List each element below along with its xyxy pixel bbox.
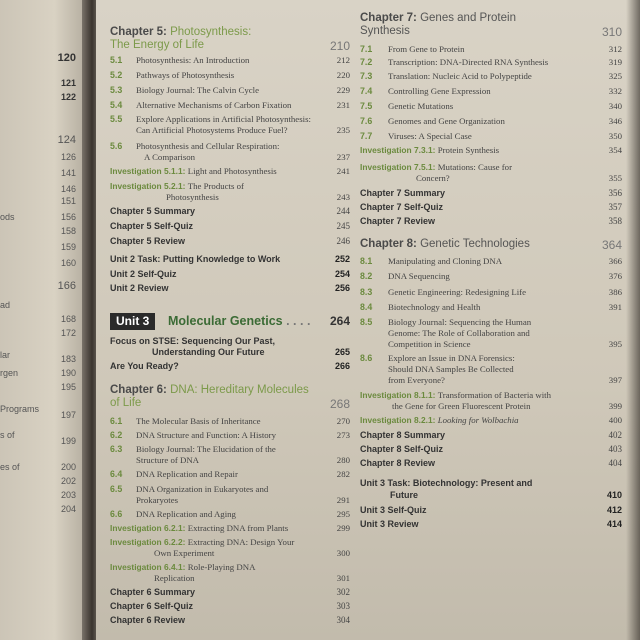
entry-label: Chapter 5 Review xyxy=(110,236,186,246)
left-page-strip xyxy=(0,0,82,640)
section-page: 350 xyxy=(608,131,622,141)
left-page-number: 204 xyxy=(60,504,76,514)
section-title-cont: from Everyone? xyxy=(388,375,445,385)
entry-page: 414 xyxy=(606,519,622,529)
left-page-number: 199 xyxy=(60,436,76,446)
investigation-page: 399 xyxy=(608,401,622,411)
section-number: 8.2 xyxy=(360,271,373,281)
investigation-page: 301 xyxy=(336,573,350,583)
section-number: 5.2 xyxy=(110,70,123,80)
section-number: 8.1 xyxy=(360,256,373,266)
unit-task-link[interactable] xyxy=(360,478,622,488)
investigation-label: Investigation 5.2.1: xyxy=(110,181,186,191)
unit-review-link[interactable] xyxy=(360,519,622,529)
section-title-cont: Should DNA Samples Be Collected xyxy=(388,364,514,374)
section-page: 295 xyxy=(336,509,350,519)
section-title: DNA Replication and Aging xyxy=(136,509,236,519)
chapter-title: Genes and Protein xyxy=(420,12,516,24)
section-page: 319 xyxy=(608,57,622,67)
section-title: The Molecular Basis of Inheritance xyxy=(136,416,261,426)
left-page-number: 121 xyxy=(60,78,76,88)
section-title: Genomes and Gene Organization xyxy=(388,116,505,126)
chapter-7-heading xyxy=(360,12,622,24)
toc-page xyxy=(96,0,640,640)
entry-page: 256 xyxy=(334,283,350,293)
investigation-title-cont: Own Experiment xyxy=(154,548,215,558)
left-page-text: ad xyxy=(0,300,11,310)
section-page: 391 xyxy=(608,302,622,312)
investigation-title: Extracting DNA from Plants xyxy=(187,523,289,533)
section-title-cont: Competition in Science xyxy=(388,339,471,349)
entry-page: 303 xyxy=(336,601,350,611)
unit-title-text: Molecular Genetics xyxy=(168,314,283,328)
chapter-page: 210 xyxy=(329,39,350,53)
unit-review-link[interactable] xyxy=(110,283,350,293)
section-title: Manipulating and Cloning DNA xyxy=(388,256,503,266)
section-title-cont: Prokaryotes xyxy=(136,495,179,505)
section-page: 229 xyxy=(336,85,350,95)
section-title: Biotechnology and Health xyxy=(388,302,481,312)
investigation-label: Investigation 7.3.1: xyxy=(360,145,436,155)
section-title: Alternative Mechanisms of Carbon Fixation xyxy=(136,100,292,110)
left-page-number: 200 xyxy=(60,462,76,472)
section-number: 6.6 xyxy=(110,509,123,519)
investigation-title-cont: Replication xyxy=(154,573,195,583)
section-title: Translation: Nucleic Acid to Polypeptide xyxy=(388,71,532,81)
chapter-7-heading-line2 xyxy=(360,25,622,37)
section-page: 282 xyxy=(336,469,350,479)
investigation-page: 354 xyxy=(608,145,622,155)
entry-page: 403 xyxy=(608,444,622,454)
entry-label: Unit 3 Review xyxy=(360,519,419,529)
chapter-review-link[interactable] xyxy=(360,458,622,468)
investigation-title: The Products of xyxy=(187,181,244,191)
section-number: 8.3 xyxy=(360,287,373,297)
section-title-cont: A Comparison xyxy=(144,152,196,162)
section-page: 386 xyxy=(608,287,622,297)
entry-page: 252 xyxy=(334,254,350,264)
section-number: 6.5 xyxy=(110,484,123,494)
investigation-row[interactable] xyxy=(110,181,350,191)
entry-label: Chapter 6 Review xyxy=(110,615,186,625)
chapter-label: Chapter 6: xyxy=(110,384,167,396)
entry-label: Chapter 6 Summary xyxy=(110,587,196,597)
section-title: Genetic Engineering: Redesigning Life xyxy=(388,287,527,297)
section-number: 6.3 xyxy=(110,444,123,454)
investigation-title-cont: Concern? xyxy=(416,173,450,183)
section-page: 291 xyxy=(336,495,350,505)
investigation-page: 243 xyxy=(336,192,350,202)
investigation-label: Investigation 7.5.1: xyxy=(360,162,436,172)
investigation-row[interactable] xyxy=(110,523,350,533)
entry-page: 246 xyxy=(336,236,350,246)
chapter-label: Chapter 5: xyxy=(110,26,167,38)
unit-self-quiz-link[interactable] xyxy=(360,505,622,515)
chapter-page: 310 xyxy=(601,25,622,39)
investigation-page: 241 xyxy=(336,166,350,176)
chapter-8-heading xyxy=(360,238,622,250)
left-page-number: 183 xyxy=(60,354,76,364)
investigation-page: 355 xyxy=(608,173,622,183)
investigation-row[interactable] xyxy=(360,390,622,400)
left-page-number: 203 xyxy=(60,490,76,500)
entry-page: 357 xyxy=(608,202,622,212)
investigation-row[interactable] xyxy=(110,166,350,176)
section-title: DNA Organization in Eukaryotes and xyxy=(136,484,269,494)
section-page: 280 xyxy=(336,455,350,465)
left-page-number: 197 xyxy=(60,410,76,420)
unit-task-link[interactable] xyxy=(110,254,350,264)
section-title: Photosynthesis: An Introduction xyxy=(136,55,250,65)
left-page-number: 202 xyxy=(60,476,76,486)
focus-stse-link[interactable] xyxy=(110,336,350,346)
section-title: Pathways of Photosynthesis xyxy=(136,70,235,80)
investigation-row[interactable] xyxy=(110,562,350,572)
section-title: Explore Applications in Artificial Photosynthesis: xyxy=(136,114,311,124)
section-number: 5.5 xyxy=(110,114,123,124)
investigation-label: Investigation 8.2.1: xyxy=(360,415,436,425)
investigation-label: Investigation 6.2.2: xyxy=(110,537,186,547)
entry-label-cont: Future xyxy=(390,490,418,500)
section-page: 366 xyxy=(608,256,622,266)
entry-page: 404 xyxy=(608,458,622,468)
section-title: DNA Structure and Function: A History xyxy=(136,430,277,440)
entry-page: 410 xyxy=(606,490,622,500)
chapter-title: Photosynthesis: xyxy=(170,26,252,38)
chapter-self-quiz-link[interactable] xyxy=(360,444,622,454)
entry-label: Chapter 7 Review xyxy=(360,216,436,226)
entry-label: Chapter 8 Review xyxy=(360,458,436,468)
chapter-summary-link[interactable] xyxy=(110,206,350,216)
chapter-6-heading xyxy=(110,384,350,396)
entry-label: Chapter 5 Summary xyxy=(110,206,196,216)
section-page: 270 xyxy=(336,416,350,426)
left-page-number: 146 xyxy=(60,184,76,194)
left-page-number: 141 xyxy=(60,168,76,178)
investigation-label: Investigation 5.1.1: xyxy=(110,166,186,176)
entry-label: Chapter 7 Self-Quiz xyxy=(360,202,444,212)
investigation-title-cont: the Gene for Green Fluorescent Protein xyxy=(392,401,531,411)
chapter-title-cont: The Energy of Life xyxy=(110,39,204,51)
section-number: 8.5 xyxy=(360,317,373,327)
investigation-page: 400 xyxy=(608,415,622,425)
left-page-number: 159 xyxy=(60,242,76,252)
investigation-row[interactable] xyxy=(110,537,350,547)
section-number: 7.3 xyxy=(360,71,373,81)
section-title: Controlling Gene Expression xyxy=(388,86,491,96)
left-page-text: ods xyxy=(0,212,15,222)
entry-page: 356 xyxy=(608,188,622,198)
investigation-page: 300 xyxy=(336,548,350,558)
section-page: 235 xyxy=(336,125,350,135)
chapter-5-heading xyxy=(110,26,350,38)
section-number: 5.6 xyxy=(110,141,123,151)
entry-page: 265 xyxy=(334,347,350,357)
entry-page: 302 xyxy=(336,587,350,597)
chapter-title-cont: Synthesis xyxy=(360,25,410,37)
unit-page: 264 xyxy=(329,314,350,328)
section-number: 6.2 xyxy=(110,430,123,440)
entry-label: Chapter 6 Self-Quiz xyxy=(110,601,194,611)
chapter-summary-link[interactable] xyxy=(360,430,622,440)
section-title: Transcription: DNA-Directed RNA Synthesis xyxy=(388,57,549,67)
left-page-text: s of xyxy=(0,430,15,440)
left-page-number: 195 xyxy=(60,382,76,392)
investigation-label: Investigation 6.4.1: xyxy=(110,562,186,572)
chapter-label: Chapter 7: xyxy=(360,12,417,24)
entry-label: Chapter 8 Self-Quiz xyxy=(360,444,444,454)
section-number: 8.4 xyxy=(360,302,373,312)
left-page-number: 122 xyxy=(60,92,76,102)
entry-page: 412 xyxy=(606,505,622,515)
chapter-review-link[interactable] xyxy=(110,615,350,625)
left-page-text: Programs xyxy=(0,404,40,414)
chapter-6-heading-line2 xyxy=(110,397,350,409)
section-title: Viruses: A Special Case xyxy=(388,131,472,141)
chapter-review-link[interactable] xyxy=(360,216,622,226)
chapter-title-cont: of Life xyxy=(110,397,142,409)
entry-label: Unit 2 Review xyxy=(110,283,169,293)
chapter-self-quiz-link[interactable] xyxy=(110,601,350,611)
section-page: 332 xyxy=(608,86,622,96)
entry-label: Chapter 5 Self-Quiz xyxy=(110,221,194,231)
section-page: 273 xyxy=(336,430,350,440)
entry-label: Unit 3 Self-Quiz xyxy=(360,505,427,515)
left-page-text: es of xyxy=(0,462,20,472)
section-title-cont: Genome: The Role of Collaboration and xyxy=(388,328,530,338)
investigation-title: Extracting DNA: Design Your xyxy=(187,537,295,547)
section-number: 7.5 xyxy=(360,101,373,111)
section-page: 395 xyxy=(608,339,622,349)
section-page: 212 xyxy=(336,55,350,65)
section-number: 5.1 xyxy=(110,55,123,65)
section-page: 346 xyxy=(608,116,622,126)
entry-label: Chapter 7 Summary xyxy=(360,188,446,198)
investigation-row[interactable] xyxy=(360,162,622,172)
section-title: From Gene to Protein xyxy=(388,44,465,54)
entry-page: 244 xyxy=(336,206,350,216)
investigation-page: 299 xyxy=(336,523,350,533)
unit-self-quiz-link[interactable] xyxy=(110,269,350,279)
section-title: Biology Journal: The Elucidation of the xyxy=(136,444,276,454)
section-number: 7.6 xyxy=(360,116,373,126)
investigation-title: Protein Synthesis xyxy=(437,145,500,155)
left-page-number: 190 xyxy=(60,368,76,378)
chapter-page: 364 xyxy=(601,238,622,252)
entry-page: 254 xyxy=(334,269,350,279)
section-number: 7.7 xyxy=(360,131,373,141)
chapter-5-heading-line2 xyxy=(110,39,350,51)
investigation-row[interactable] xyxy=(360,415,622,425)
entry-page: 402 xyxy=(608,430,622,440)
investigation-label: Investigation 8.1.1: xyxy=(360,390,436,400)
section-page: 231 xyxy=(336,100,350,110)
left-page-number: 168 xyxy=(60,314,76,324)
left-page-number: 126 xyxy=(60,152,76,162)
chapter-self-quiz-link[interactable] xyxy=(110,221,350,231)
section-number: 5.4 xyxy=(110,100,123,110)
chapter-summary-link[interactable] xyxy=(110,587,350,597)
section-number: 7.2 xyxy=(360,57,373,67)
investigation-title: Transformation of Bacteria with xyxy=(437,390,552,400)
entry-page: 245 xyxy=(336,221,350,231)
section-page: 340 xyxy=(608,101,622,111)
left-page-number: 151 xyxy=(60,196,76,206)
investigation-title-cont: Photosynthesis xyxy=(166,192,219,202)
chapter-page: 268 xyxy=(329,397,350,411)
left-page-number: 124 xyxy=(57,134,76,146)
entry-page: 266 xyxy=(334,361,350,371)
section-number: 8.6 xyxy=(360,353,373,363)
section-title: Biology Journal: Sequencing the Human xyxy=(388,317,532,327)
entry-label: Unit 2 Self-Quiz xyxy=(110,269,177,279)
entry-label: Are You Ready? xyxy=(110,361,179,371)
investigation-label: Investigation 6.2.1: xyxy=(110,523,186,533)
entry-page: 358 xyxy=(608,216,622,226)
section-title: DNA Sequencing xyxy=(388,271,450,281)
are-you-ready-link[interactable] xyxy=(110,361,350,371)
section-number: 6.1 xyxy=(110,416,123,426)
entry-label: Chapter 8 Summary xyxy=(360,430,446,440)
section-page: 220 xyxy=(336,70,350,80)
section-title: DNA Replication and Repair xyxy=(136,469,238,479)
left-page-number: 120 xyxy=(57,52,76,64)
chapter-summary-link[interactable] xyxy=(360,188,622,198)
section-number: 7.4 xyxy=(360,86,373,96)
section-title: Genetic Mutations xyxy=(388,101,454,111)
section-number: 7.1 xyxy=(360,44,373,54)
section-title-cont: Can Artificial Photosystems Produce Fuel? xyxy=(136,125,288,135)
left-page-text: lar xyxy=(0,350,11,360)
unit-title[interactable]: Molecular Genetics . . . . xyxy=(168,314,311,328)
section-title: Photosynthesis and Cellular Respiration: xyxy=(136,141,280,151)
section-page: 312 xyxy=(608,44,622,54)
section-title-cont: Structure of DNA xyxy=(136,455,200,465)
investigation-title: Role-Playing DNA xyxy=(187,562,256,572)
investigation-row[interactable] xyxy=(360,145,622,155)
investigation-title: Light and Photosynthesis xyxy=(187,166,277,176)
section-title: Explore an Issue in DNA Forensics: xyxy=(388,353,515,363)
entry-label: Focus on STSE: Sequencing Our Past, xyxy=(110,336,276,346)
entry-label: Unit 2 Task: Putting Knowledge to Work xyxy=(110,254,281,264)
entry-label-cont: Understanding Our Future xyxy=(152,347,265,357)
left-page-text: rgen xyxy=(0,368,19,378)
section-page: 376 xyxy=(608,271,622,281)
entry-page: 304 xyxy=(336,615,350,625)
left-page-number: 158 xyxy=(60,226,76,236)
section-title: Biology Journal: The Calvin Cycle xyxy=(136,85,259,95)
unit-badge: Unit 3 xyxy=(110,313,155,330)
chapter-title: Genetic Technologies xyxy=(420,238,530,250)
investigation-title: Looking for Wolbachia xyxy=(437,415,519,425)
chapter-label: Chapter 8: xyxy=(360,238,417,250)
left-page-number: 166 xyxy=(57,280,76,292)
section-page: 237 xyxy=(336,152,350,162)
investigation-title: Mutations: Cause for xyxy=(437,162,513,172)
chapter-self-quiz-link[interactable] xyxy=(360,202,622,212)
left-page-number: 172 xyxy=(60,328,76,338)
section-number: 6.4 xyxy=(110,469,123,479)
chapter-review-link[interactable] xyxy=(110,236,350,246)
left-page-number: 160 xyxy=(60,258,76,268)
chapter-title: DNA: Hereditary Molecules xyxy=(170,384,309,396)
section-page: 397 xyxy=(608,375,622,385)
left-page-number: 156 xyxy=(60,212,76,222)
entry-label: Unit 3 Task: Biotechnology: Present and xyxy=(360,478,533,488)
section-page: 325 xyxy=(608,71,622,81)
section-number: 5.3 xyxy=(110,85,123,95)
